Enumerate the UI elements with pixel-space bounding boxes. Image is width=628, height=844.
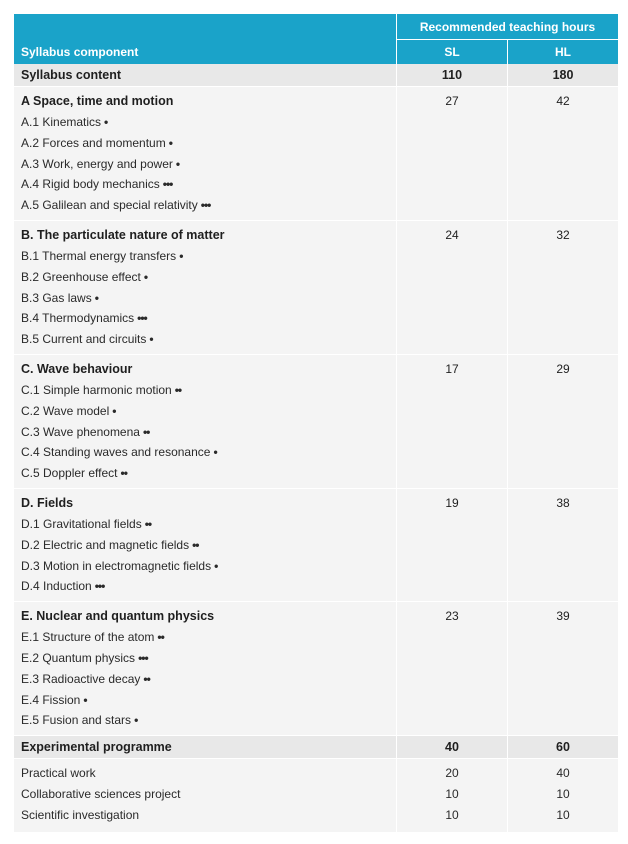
topic-item: B.2 Greenhouse effect • <box>21 269 148 284</box>
level-dots: • <box>104 115 108 129</box>
topic-item: A.5 Galilean and special relativity ••• <box>21 198 211 213</box>
level-dots: • <box>214 558 218 573</box>
level-dots: •• <box>142 424 150 439</box>
topic-item: D.4 Induction ••• <box>21 579 105 594</box>
level-dots: • <box>168 135 172 150</box>
section-sl-hours: 17 <box>396 355 507 488</box>
experimental-programme-label: Experimental programme <box>21 740 172 755</box>
level-columns <box>396 40 618 64</box>
section-title: B. The particulate nature of matter <box>21 227 225 242</box>
topic-item: A.4 Rigid body mechanics ••• <box>21 177 173 192</box>
section-title: A Space, time and motion <box>21 94 174 108</box>
hl-column-heading: HL <box>507 40 618 64</box>
section-row-b <box>14 221 618 355</box>
topic-item: D.3 Motion in electromagnetic fields • <box>21 558 218 573</box>
level-dots: • <box>143 269 148 284</box>
section-sl-hours: 27 <box>396 87 507 220</box>
experimental-item: Collaborative sciences project <box>21 786 181 801</box>
level-dots: • <box>83 692 87 707</box>
level-dots: •• <box>192 537 199 552</box>
level-dots: •• <box>157 630 164 645</box>
section-row-a <box>14 87 618 221</box>
level-dots: •• <box>120 466 127 481</box>
topic-item: A.2 Forces and momentum • <box>21 135 172 150</box>
level-dots: • <box>213 445 217 460</box>
topic-item: D.1 Gravitational fields •• <box>21 516 152 531</box>
section-hl-hours: 32 <box>507 221 618 354</box>
section-hl-hours: 29 <box>507 355 618 488</box>
experimental-item: Practical work <box>21 766 96 781</box>
experimental-item: Scientific investigation <box>21 807 140 822</box>
level-dots: • <box>112 403 116 418</box>
experimental-item-sl: 10 <box>445 786 459 801</box>
section-row-d <box>14 489 618 602</box>
level-dots: ••• <box>137 311 147 326</box>
syllabus-hours-table <box>14 14 618 832</box>
topic-item: E.5 Fusion and stars • <box>21 713 138 728</box>
syllabus-content-row <box>14 64 618 87</box>
level-dots: •• <box>174 382 182 397</box>
topic-item: D.2 Electric and magnetic fields •• <box>21 537 199 552</box>
syllabus-content-sl: 110 <box>396 64 507 86</box>
experimental-item-hl: 10 <box>556 786 570 801</box>
section-sl-hours: 23 <box>396 602 507 735</box>
experimental-item-sl: 10 <box>445 807 459 822</box>
topic-item: B.5 Current and circuits • <box>21 332 153 347</box>
topic-item: A.3 Work, energy and power • <box>21 156 180 171</box>
level-dots: • <box>134 713 138 728</box>
topic-item: E.1 Structure of the atom •• <box>21 630 164 645</box>
recommended-hours-heading: Recommended teaching hours <box>396 14 618 40</box>
level-dots: • <box>149 332 153 347</box>
syllabus-content-hl: 180 <box>507 64 618 86</box>
topic-item: C.1 Simple harmonic motion •• <box>21 382 182 397</box>
experimental-programme-row <box>14 736 618 759</box>
section-title: C. Wave behaviour <box>21 361 133 376</box>
level-dots: ••• <box>94 579 105 594</box>
section-row-c <box>14 355 618 489</box>
syllabus-component-heading: Syllabus component <box>21 45 139 59</box>
syllabus-content-label: Syllabus content <box>21 68 122 82</box>
level-dots: • <box>94 290 98 305</box>
experimental-item-hl: 40 <box>556 766 570 781</box>
sl-column-heading: SL <box>396 40 507 64</box>
section-hl-hours: 38 <box>507 489 618 601</box>
topic-item: C.3 Wave phenomena •• <box>21 424 150 439</box>
level-dots: ••• <box>162 177 173 192</box>
topic-item: B.1 Thermal energy transfers • <box>21 248 183 263</box>
section-hl-hours: 42 <box>507 87 618 220</box>
table-header <box>14 14 618 64</box>
topic-item: B.4 Thermodynamics ••• <box>21 311 147 326</box>
topic-item: A.1 Kinematics • <box>21 115 108 129</box>
section-sl-hours: 24 <box>396 221 507 354</box>
teaching-hours-heading-group <box>396 14 618 64</box>
topic-item: E.3 Radioactive decay •• <box>21 671 150 686</box>
topic-item: E.4 Fission • <box>21 692 87 707</box>
section-title: D. Fields <box>21 495 74 510</box>
topic-item: C.5 Doppler effect •• <box>21 466 127 481</box>
level-dots: •• <box>143 671 150 686</box>
topic-item: B.3 Gas laws • <box>21 290 98 305</box>
level-dots: •• <box>144 516 152 531</box>
topic-item: C.2 Wave model • <box>21 403 116 418</box>
experimental-programme-sl: 40 <box>396 736 507 758</box>
section-title: E. Nuclear and quantum physics <box>21 609 215 624</box>
level-dots: • <box>179 248 183 263</box>
section-hl-hours: 39 <box>507 602 618 735</box>
level-dots: • <box>175 156 180 171</box>
experimental-programme-hl: 60 <box>507 736 618 758</box>
experimental-item-sl: 20 <box>445 766 459 781</box>
experimental-item-hl: 10 <box>556 807 570 822</box>
topic-item: C.4 Standing waves and resonance • <box>21 445 217 460</box>
section-sl-hours: 19 <box>396 489 507 601</box>
topic-item: E.2 Quantum physics ••• <box>21 650 148 665</box>
level-dots: ••• <box>200 198 211 213</box>
experimental-subrows <box>14 759 618 831</box>
section-row-e <box>14 602 618 736</box>
level-dots: ••• <box>138 650 148 665</box>
